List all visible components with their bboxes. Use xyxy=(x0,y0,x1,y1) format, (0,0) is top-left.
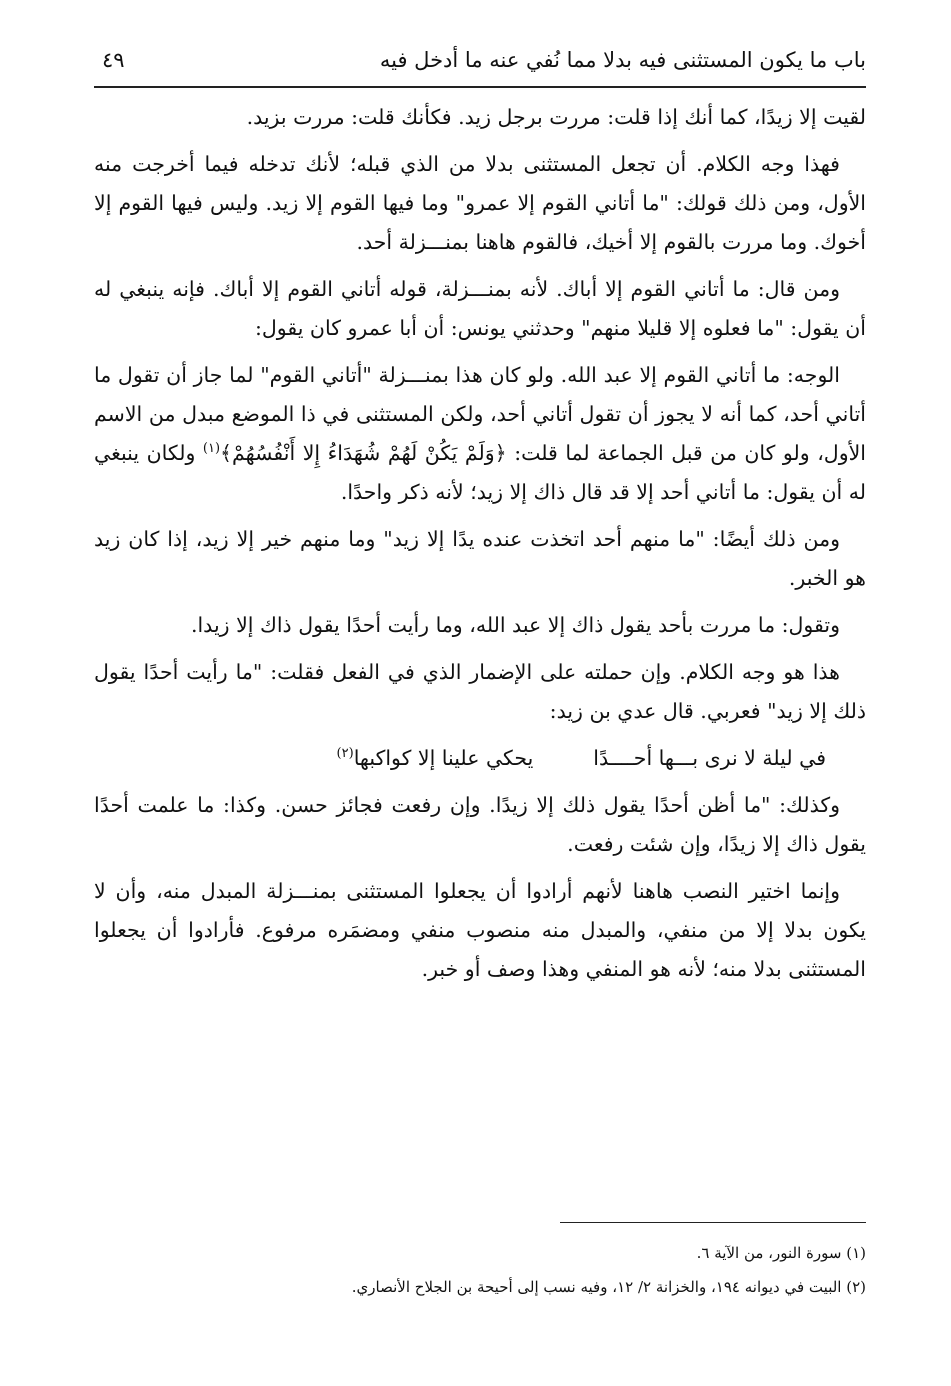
paragraph-4-text-b: ولكان ينبغي له أن يقول: ما أتاني أحد إلا قد قال ذاك إلا زيد؛ لأنه ذكر واحدًا. xyxy=(94,441,866,504)
paragraph-5: ومن ذلك أيضًا: "ما منهم أحد اتخذت عنده يدًا إلا زيد" وما منهم خير إلا زيد، إذا كان زيد هو الخبر. xyxy=(94,527,866,590)
paragraph-7: هذا هو وجه الكلام. وإن حملته على الإضمار الذي في الفعل فقلت: "ما رأيت أحدًا يقول ذلك إلا زيد" فعربي. قال عدي بن زيد: xyxy=(94,660,866,723)
verse-hemistich-2: يحكي علينا إلا كواكبها xyxy=(353,746,534,770)
verse-hemistich-1: في ليلة لا نرى بـــها أحــــدًا xyxy=(593,746,826,770)
footnote-2: (٢) البيت في ديوانه ١٩٤، والخزانة ٢/ ١٢، وفيه نسب إلى أحيحة بن الجلاح الأنصاري. xyxy=(351,1278,866,1296)
paragraph-6: وتقول: ما مررت بأحد يقول ذاك إلا عبد الله، وما رأيت أحدًا يقول ذاك إلا زيدا. xyxy=(190,613,840,637)
main-text xyxy=(94,98,866,997)
footnote-ref-1[interactable]: (١) xyxy=(202,441,221,457)
paragraph-9: وإنما اختير النصب هاهنا لأنهم أرادوا أن يجعلوا المستثنى بمنـــزلة المبدل منه، وأن لا يكون بدلا إلا من منفي، والمبدل منه منصوب منفي ومضمَره مرفوع. فأرادوا أن يجعلوا المستثنى بدلا منه؛ لأنه هو المنفي وهذا وصف أو خبر. xyxy=(94,879,866,981)
running-title: باب ما يكون المستثنى فيه بدلا مما نُفي عنه ما أدخل فيه xyxy=(379,48,866,72)
footnote-1: (١) سورة النور، من الآية ٦. xyxy=(696,1244,866,1262)
paragraph-4-text-a: الوجه: ما أتاني القوم إلا عبد الله. ولو كان هذا بمنـــزلة "أتاني القوم" لما جاز أن تقول ما أتاني أحد، كما أنه لا يجوز أن تقول أتاني أحد، ولكن المستثنى في ذا الموضع مبدل من الاسم الأول، ولو كان من قبل الجماعة لما قلت: ﴿وَلَمْ يَكُنْ لَهُمْ شُهَدَاءُ إِلا أَنْفُسُهُمْ﴾ xyxy=(94,363,866,465)
paragraph-1: لقيت إلا زيدًا، كما أنك إذا قلت: مررت برجل زيد. فكأنك قلت: مررت بزيد. xyxy=(246,105,866,129)
page-header xyxy=(94,42,866,88)
paragraph-3: ومن قال: ما أتاني القوم إلا أباك. لأنه بمنـــزلة، قوله أتاني القوم إلا أباك. فإنه ينبغي له أن يقول: "ما فعلوه إلا قليلا منهم" وحدثني يونس: أن أبا عمرو كان يقول: xyxy=(94,277,866,340)
page-number: ٤٩ xyxy=(102,48,125,72)
footnotes xyxy=(94,1236,866,1304)
paragraph-8: وكذلك: "ما أظن أحدًا يقول ذلك إلا زيدًا. وإن رفعت فجائز حسن. وكذا: ما علمت أحدًا يقول ذاك إلا زيدًا، وإن شئت رفعت. xyxy=(94,793,866,856)
footnote-divider xyxy=(560,1222,866,1223)
paragraph-2: فهذا وجه الكلام. أن تجعل المستثنى بدلا من الذي قبله؛ لأنك تدخله فيما أخرجت منه الأول، ومن ذلك قولك: "ما أتاني القوم إلا عمرو" وما فيها القوم إلا زيد. وليس فيها القوم إلا أخوك. وما مررت بالقوم إلا أخيك، فالقوم هاهنا بمنـــزلة أحد. xyxy=(94,152,866,254)
paragraph-4 xyxy=(94,356,866,512)
poetry-verse xyxy=(94,739,866,778)
footnote-ref-2[interactable]: (٢) xyxy=(336,746,354,762)
